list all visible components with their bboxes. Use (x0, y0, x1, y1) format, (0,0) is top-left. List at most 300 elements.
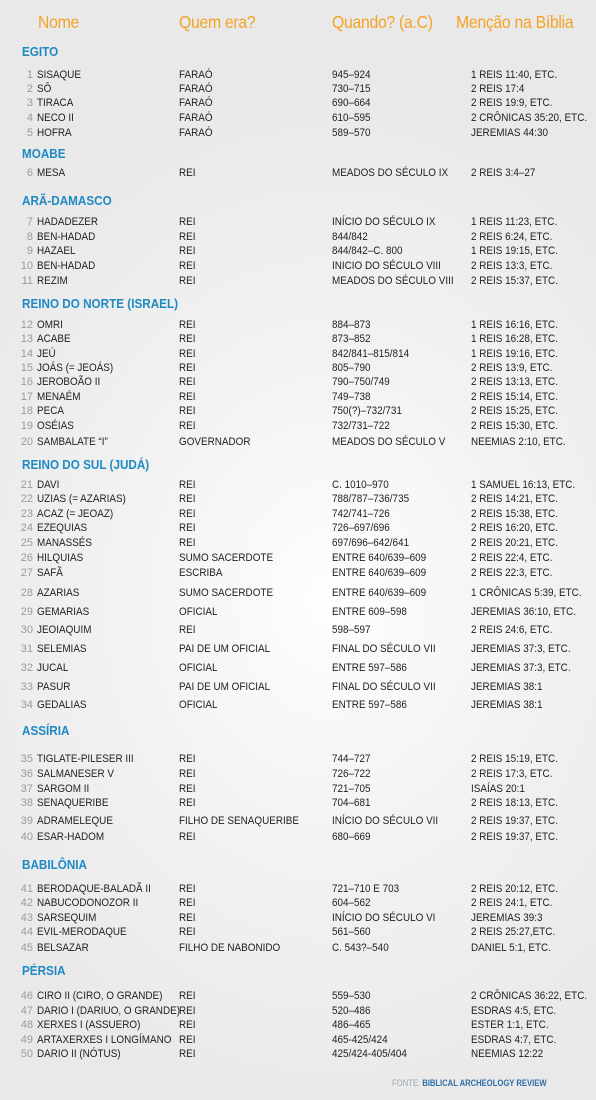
row-number: 21 (20, 479, 33, 491)
bible-reference: 2 REIS 24:1, ETC. (471, 897, 553, 909)
section-title: PÉRSIA (22, 963, 66, 978)
ruler-date: 721–705 (332, 783, 371, 795)
table-row (0, 911, 596, 925)
bible-reference: 2 CRÔNICAS 35:20, ETC. (471, 112, 588, 124)
row-number: 11 (21, 275, 33, 287)
row-number: 43 (20, 912, 33, 924)
ruler-role: REI (179, 275, 196, 287)
table-row (0, 274, 596, 288)
ruler-date: 465-425/424 (332, 1034, 388, 1046)
ruler-role: REI (179, 783, 196, 795)
ruler-date: ENTRE 640/639–609 (332, 567, 427, 579)
ruler-name: UZIAS (= AZARIAS) (37, 493, 126, 505)
ruler-role: REI (179, 624, 196, 636)
ruler-date: ENTRE 597–586 (332, 662, 407, 674)
ruler-role: REI (179, 1048, 196, 1060)
ruler-date: 842/841–815/814 (332, 348, 410, 360)
ruler-role: FARAÓ (179, 83, 213, 95)
ruler-role: REI (179, 926, 196, 938)
table-row (0, 536, 596, 550)
bible-reference: ESDRAS 4:7, ETC. (471, 1034, 557, 1046)
table-row (0, 230, 596, 244)
ruler-name: SAFÃ (37, 567, 63, 579)
table-row (0, 925, 596, 939)
ruler-role: OFICIAL (179, 699, 218, 711)
ruler-name: JOÁS (= JEOÁS) (37, 362, 114, 374)
ruler-date: 486–465 (332, 1019, 371, 1031)
bible-reference: ISAÍAS 20:1 (471, 783, 525, 795)
ruler-name: ACABE (37, 333, 71, 345)
ruler-role: REI (179, 883, 196, 895)
row-number: 7 (26, 216, 33, 228)
row-number: 12 (20, 319, 33, 331)
ruler-role: REI (179, 376, 196, 388)
table-row (0, 830, 596, 844)
ruler-date: MEADOS DO SÉCULO V (332, 436, 446, 448)
table-row (0, 96, 596, 110)
source-credit (392, 1078, 547, 1088)
section-title: REINO DO NORTE (ISRAEL) (22, 296, 179, 311)
ruler-date: C. 543?–540 (332, 942, 389, 954)
table-row (0, 566, 596, 580)
row-number: 13 (20, 333, 33, 345)
table-row (0, 796, 596, 810)
bible-reference: 1 REIS 11:23, ETC. (471, 216, 558, 228)
table-row (0, 126, 596, 140)
ruler-name: SARGOM II (37, 783, 90, 795)
ruler-date: FINAL DO SÉCULO VII (332, 681, 436, 693)
table-row (0, 375, 596, 389)
table-row (0, 896, 596, 910)
bible-reference: 2 REIS 20:12, ETC. (471, 883, 558, 895)
table-row (0, 478, 596, 492)
ruler-name: DARIO II (NÓTUS) (37, 1048, 121, 1060)
bible-reference: 1 SAMUEL 16:13, ETC. (471, 479, 576, 491)
row-number: 18 (20, 405, 33, 417)
row-number: 4 (26, 112, 33, 124)
bible-reference: 2 REIS 17:4 (471, 83, 525, 95)
ruler-date: FINAL DO SÉCULO VII (332, 643, 436, 655)
table-row (0, 166, 596, 180)
row-number: 42 (20, 897, 33, 909)
ruler-role: REI (179, 1005, 196, 1017)
row-number: 1 (26, 69, 33, 81)
row-number: 9 (26, 245, 33, 257)
table-row (0, 623, 596, 637)
bible-reference: 2 REIS 16:20, ETC. (471, 522, 558, 534)
ruler-date: 730–715 (332, 83, 371, 95)
ruler-name: ESAR-HADOM (37, 831, 105, 843)
ruler-date: 598–597 (332, 624, 371, 636)
source-label: FONTE: (392, 1078, 421, 1088)
table-row (0, 1047, 596, 1061)
ruler-name: HILQUIAS (37, 552, 84, 564)
ruler-name: PECA (37, 405, 64, 417)
row-number: 30 (20, 624, 33, 636)
ruler-date: 721–710 E 703 (332, 883, 400, 895)
row-number: 37 (20, 783, 33, 795)
row-number: 41 (20, 883, 33, 895)
ruler-date: 697/696–642/641 (332, 537, 410, 549)
bible-reference: 2 REIS 17:3, ETC. (471, 768, 553, 780)
row-number: 40 (20, 831, 33, 843)
ruler-name: HADADEZER (37, 216, 99, 228)
row-number: 48 (20, 1019, 33, 1031)
row-number: 34 (20, 699, 33, 711)
row-number: 17 (20, 391, 33, 403)
ruler-date: 750(?)–732/731 (332, 405, 402, 417)
ruler-name: MANASSÉS (37, 537, 93, 549)
table-row (0, 492, 596, 506)
ruler-date: INÍCIO DO SÉCULO VI (332, 912, 436, 924)
bible-reference: 2 REIS 15:30, ETC. (471, 420, 558, 432)
ruler-role: REI (179, 522, 196, 534)
table-row (0, 435, 596, 449)
ruler-role: FARAÓ (179, 112, 213, 124)
ruler-name: NABUCODONOZOR II (37, 897, 139, 909)
section-title: BABILÔNIA (22, 857, 87, 872)
ruler-role: FARAÓ (179, 97, 213, 109)
ruler-name: GEMARIAS (37, 606, 90, 618)
bible-reference: JEREMIAS 37:3, ETC. (471, 662, 571, 674)
row-number: 45 (20, 942, 33, 954)
row-number: 5 (26, 127, 33, 139)
ruler-role: REI (179, 216, 196, 228)
ruler-name: OSÉIAS (37, 420, 74, 432)
ruler-role: REI (179, 479, 196, 491)
table-row (0, 752, 596, 766)
source-text: BIBLICAL ARCHEOLOGY REVIEW (422, 1078, 547, 1088)
bible-reference: 2 REIS 13:3, ETC. (471, 260, 553, 272)
ruler-role: REI (179, 897, 196, 909)
ruler-name: GEDALIAS (37, 699, 87, 711)
ruler-name: SELEMIAS (37, 643, 87, 655)
ruler-name: HOFRA (37, 127, 72, 139)
table-row (0, 82, 596, 96)
table-row (0, 419, 596, 433)
bible-reference: 2 REIS 22:4, ETC. (471, 552, 553, 564)
table-row (0, 642, 596, 656)
ruler-role: FARAÓ (179, 127, 213, 139)
ruler-date: 844/842 (332, 231, 368, 243)
section-title: REINO DO SUL (JUDÁ) (22, 457, 150, 472)
ruler-date: MEADOS DO SÉCULO VIII (332, 275, 454, 287)
ruler-name: EVIL-MERODAQUE (37, 926, 127, 938)
ruler-date: 520–486 (332, 1005, 371, 1017)
ruler-role: FILHO DE SENAQUERIBE (179, 815, 299, 827)
ruler-role: REI (179, 768, 196, 780)
ruler-role: REI (179, 362, 196, 374)
bible-reference: ESTER 1:1, ETC. (471, 1019, 549, 1031)
ruler-name: DAVI (37, 479, 60, 491)
ruler-name: MENAÉM (37, 391, 81, 403)
ruler-date: 884–873 (332, 319, 371, 331)
ruler-date: 742/741–726 (332, 508, 390, 520)
bible-reference: 2 REIS 6:24, ETC. (471, 231, 553, 243)
ruler-date: 726–722 (332, 768, 371, 780)
row-number: 31 (20, 643, 33, 655)
section-title: ASSÍRIA (22, 723, 70, 738)
bible-reference: 2 REIS 13:13, ETC. (471, 376, 558, 388)
table-row (0, 551, 596, 565)
ruler-role: REI (179, 348, 196, 360)
ruler-role: REI (179, 167, 196, 179)
ruler-role: SUMO SACERDOTE (179, 552, 274, 564)
row-number: 23 (20, 508, 33, 520)
ruler-date: INICIO DO SÉCULO VIII (332, 260, 441, 272)
bible-reference: 2 REIS 25:27,ETC. (471, 926, 556, 938)
section-title: EGITO (22, 44, 59, 59)
ruler-role: REI (179, 1034, 196, 1046)
bible-reference: 1 REIS 16:16, ETC. (471, 319, 558, 331)
row-number: 47 (20, 1005, 33, 1017)
ruler-role: REI (179, 391, 196, 403)
bible-reference: 2 REIS 14:21, ETC. (471, 493, 558, 505)
row-number: 38 (20, 797, 33, 809)
bible-reference: JEREMIAS 38:1 (471, 699, 543, 711)
ruler-date: ENTRE 609–598 (332, 606, 407, 618)
bible-reference: 2 REIS 24:6, ETC. (471, 624, 553, 636)
bible-reference: 2 REIS 3:4–27 (471, 167, 536, 179)
header-quando: Quando? (a.C) (332, 12, 433, 32)
ruler-name: AZARIAS (37, 587, 80, 599)
ruler-role: REI (179, 405, 196, 417)
bible-reference: 1 REIS 19:15, ETC. (471, 245, 558, 257)
row-number: 24 (20, 522, 33, 534)
ruler-role: REI (179, 508, 196, 520)
table-header (0, 12, 596, 36)
ruler-role: REI (179, 1019, 196, 1031)
ruler-date: 604–562 (332, 897, 371, 909)
ruler-role: PAI DE UM OFICIAL (179, 681, 271, 693)
ruler-role: ESCRIBA (179, 567, 223, 579)
section-title: ARÃ-DAMASCO (22, 193, 112, 208)
ruler-name: SENAQUERIBE (37, 797, 109, 809)
row-number: 15 (20, 362, 33, 374)
ruler-name: BEN-HADAD (37, 260, 96, 272)
ruler-date: 790–750/749 (332, 376, 390, 388)
bible-reference: NEEMIAS 12:22 (471, 1048, 544, 1060)
header-mencao-na-biblia: Menção na Bíblia (456, 12, 574, 32)
table-row (0, 680, 596, 694)
ruler-date: 559–530 (332, 990, 371, 1002)
ruler-role: REI (179, 319, 196, 331)
ruler-date: 680–669 (332, 831, 371, 843)
row-number: 32 (20, 662, 33, 674)
ruler-date: INÍCIO DO SÉCULO VII (332, 815, 439, 827)
bible-reference: JEREMIAS 44:30 (471, 127, 549, 139)
ruler-date: ENTRE 640/639–609 (332, 587, 427, 599)
table-row (0, 698, 596, 712)
bible-reference: JEREMIAS 38:1 (471, 681, 543, 693)
ruler-name: XERXES I (ASSUERO) (37, 1019, 141, 1031)
ruler-role: REI (179, 990, 196, 1002)
bible-reference: DANIEL 5:1, ETC. (471, 942, 551, 954)
ruler-name: BEN-HADAD (37, 231, 96, 243)
ruler-name: ADRAMELEQUE (37, 815, 113, 827)
bible-reference: 2 REIS 15:38, ETC. (471, 508, 558, 520)
row-number: 29 (20, 606, 33, 618)
row-number: 10 (20, 260, 33, 272)
table-row (0, 605, 596, 619)
table-row (0, 332, 596, 346)
table-row (0, 318, 596, 332)
ruler-date: 561–560 (332, 926, 371, 938)
row-number: 27 (20, 567, 33, 579)
ruler-date: 704–681 (332, 797, 371, 809)
ruler-date: 610–595 (332, 112, 371, 124)
row-number: 50 (20, 1048, 33, 1060)
ruler-role: REI (179, 420, 196, 432)
table-row (0, 1033, 596, 1047)
bible-reference: JEREMIAS 37:3, ETC. (471, 643, 571, 655)
row-number: 49 (20, 1034, 33, 1046)
bible-reference: 2 REIS 15:14, ETC. (471, 391, 558, 403)
bible-reference: 2 REIS 20:21, ETC. (471, 537, 558, 549)
bible-reference: 1 REIS 19:16, ETC. (471, 348, 558, 360)
ruler-role: REI (179, 231, 196, 243)
ruler-name: CIRO II (CIRO, O GRANDE) (37, 990, 163, 1002)
ruler-name: SAMBALATE “I” (37, 436, 108, 448)
ruler-date: INÍCIO DO SÉCULO IX (332, 216, 436, 228)
ruler-date: 749–738 (332, 391, 371, 403)
row-number: 8 (26, 231, 33, 243)
bible-reference: 2 REIS 22:3, ETC. (471, 567, 553, 579)
row-number: 39 (20, 815, 33, 827)
ruler-role: REI (179, 753, 196, 765)
ruler-date: 788/787–736/735 (332, 493, 410, 505)
header-quem-era: Quem era? (179, 12, 256, 32)
ruler-role: REI (179, 245, 196, 257)
ruler-name: REZIM (37, 275, 68, 287)
table-row (0, 111, 596, 125)
ruler-date: 945–924 (332, 69, 371, 81)
ruler-role: OFICIAL (179, 606, 218, 618)
row-number: 20 (20, 436, 33, 448)
header-nome: Nome (38, 12, 79, 32)
table-row (0, 782, 596, 796)
ruler-role: FILHO DE NABONIDO (179, 942, 281, 954)
ruler-name: SISAQUE (37, 69, 82, 81)
table-row (0, 989, 596, 1003)
row-number: 2 (26, 83, 33, 95)
ruler-date: ENTRE 640/639–609 (332, 552, 427, 564)
table-row (0, 1004, 596, 1018)
ruler-date: 805–790 (332, 362, 371, 374)
table-row (0, 521, 596, 535)
bible-reference: 1 REIS 16:28, ETC. (471, 333, 558, 345)
ruler-date: 726–697/696 (332, 522, 390, 534)
ruler-name: OMRI (37, 319, 63, 331)
table-row (0, 347, 596, 361)
table-row (0, 215, 596, 229)
table-row (0, 941, 596, 955)
ruler-name: BELSAZAR (37, 942, 89, 954)
ruler-name: JUCAL (37, 662, 69, 674)
ruler-role: OFICIAL (179, 662, 218, 674)
ruler-date: C. 1010–970 (332, 479, 389, 491)
ruler-name: JEÚ (37, 348, 56, 360)
table-row (0, 390, 596, 404)
ruler-name: DARIO I (DARIUO, O GRANDE) (37, 1005, 181, 1017)
bible-reference: 1 REIS 11:40, ETC. (471, 69, 558, 81)
section-title: MOABE (22, 146, 66, 161)
ruler-name: SARSEQUIM (37, 912, 97, 924)
row-number: 35 (20, 753, 33, 765)
bible-reference: 2 REIS 15:37, ETC. (471, 275, 558, 287)
bible-reference: 1 CRÔNICAS 5:39, ETC. (471, 587, 582, 599)
row-number: 44 (20, 926, 33, 938)
row-number: 28 (20, 587, 33, 599)
bible-reference: JEREMIAS 39:3 (471, 912, 543, 924)
ruler-name: TIRACA (37, 97, 74, 109)
ruler-name: SALMANESER V (37, 768, 115, 780)
table-row (0, 1018, 596, 1032)
table-row (0, 882, 596, 896)
ruler-role: REI (179, 797, 196, 809)
ruler-name: HAZAEL (37, 245, 76, 257)
bible-reference: 2 REIS 15:25, ETC. (471, 405, 558, 417)
ruler-role: REI (179, 912, 196, 924)
ruler-role: REI (179, 831, 196, 843)
ruler-name: TIGLATE-PILESER III (37, 753, 134, 765)
ruler-role: FARAÓ (179, 69, 213, 81)
table-row (0, 68, 596, 82)
ruler-name: SÔ (37, 83, 52, 95)
ruler-date: 844/842–C. 800 (332, 245, 403, 257)
row-number: 33 (20, 681, 33, 693)
row-number: 14 (20, 348, 33, 360)
table-row (0, 404, 596, 418)
row-number: 25 (20, 537, 33, 549)
ruler-date: 690–664 (332, 97, 371, 109)
bible-reference: ESDRAS 4:5, ETC. (471, 1005, 557, 1017)
ruler-name: ARTAXERXES I LONGÍMANO (37, 1034, 172, 1046)
bible-reference: 2 REIS 18:13, ETC. (471, 797, 558, 809)
row-number: 6 (26, 167, 33, 179)
ruler-role: REI (179, 333, 196, 345)
table-row (0, 259, 596, 273)
table-row (0, 814, 596, 828)
table-row (0, 586, 596, 600)
ruler-role: GOVERNADOR (179, 436, 251, 448)
bible-reference: 2 REIS 19:37, ETC. (471, 815, 558, 827)
bible-reference: 2 REIS 15:19, ETC. (471, 753, 558, 765)
table-row (0, 661, 596, 675)
bible-reference: 2 REIS 13:9, ETC. (471, 362, 553, 374)
ruler-date: 744–727 (332, 753, 371, 765)
row-number: 36 (20, 768, 33, 780)
ruler-name: PASUR (37, 681, 71, 693)
ruler-name: JEOIAQUIM (37, 624, 92, 636)
row-number: 16 (20, 376, 33, 388)
ruler-name: BERODAQUE-BALADÃ II (37, 883, 151, 895)
row-number: 46 (20, 990, 33, 1002)
ruler-name: ACAZ (= JEOAZ) (37, 508, 114, 520)
bible-reference: JEREMIAS 36:10, ETC. (471, 606, 577, 618)
ruler-date: 873–852 (332, 333, 371, 345)
bible-reference: 2 CRÔNICAS 36:22, ETC. (471, 990, 588, 1002)
row-number: 22 (20, 493, 33, 505)
ruler-role: REI (179, 537, 196, 549)
table-row (0, 361, 596, 375)
ruler-date: 732/731–722 (332, 420, 390, 432)
ruler-date: 589–570 (332, 127, 371, 139)
table-row (0, 507, 596, 521)
ruler-role: PAI DE UM OFICIAL (179, 643, 271, 655)
row-number: 3 (26, 97, 33, 109)
bible-reference: NEEMIAS 2:10, ETC. (471, 436, 566, 448)
